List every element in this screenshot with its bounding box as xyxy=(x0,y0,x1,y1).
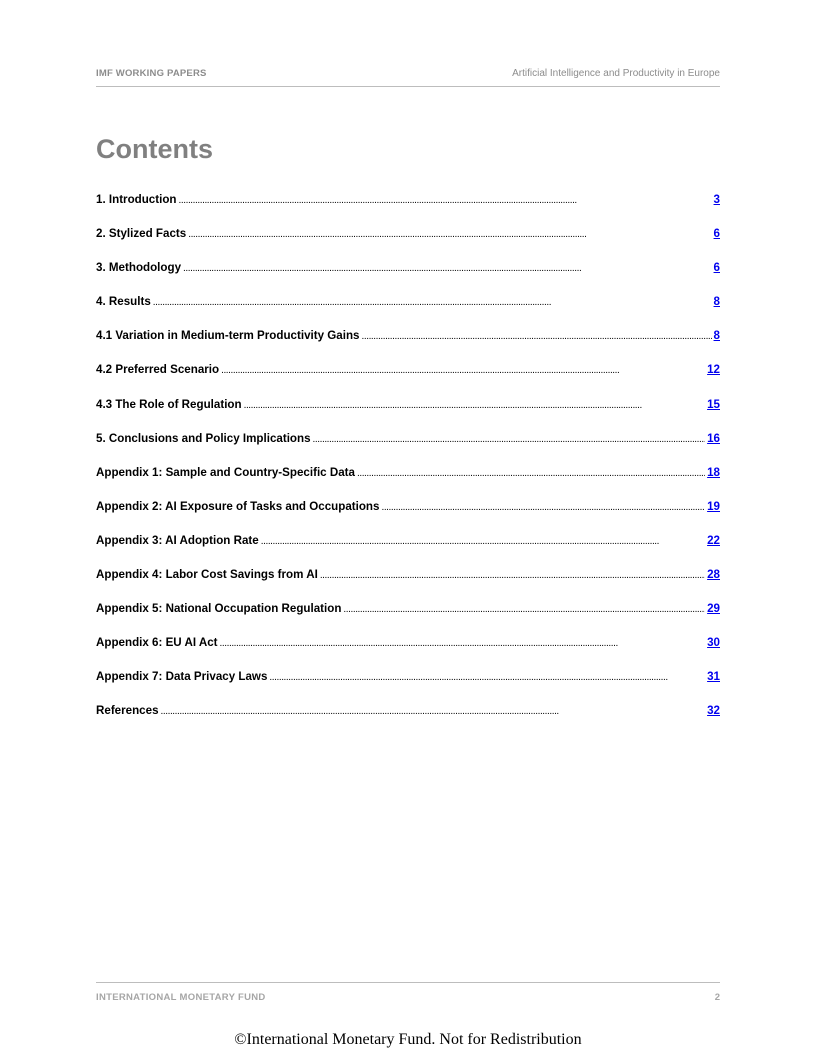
footer-organization: INTERNATIONAL MONETARY FUND xyxy=(96,992,266,1003)
toc-entry[interactable] xyxy=(96,602,720,636)
toc-dot-leader xyxy=(381,502,705,513)
toc-page-link[interactable]: 28 xyxy=(707,568,720,582)
toc-entry[interactable] xyxy=(96,363,720,397)
toc-entry[interactable] xyxy=(96,466,720,500)
toc-entry[interactable] xyxy=(96,398,720,432)
toc-dot-leader xyxy=(357,468,705,479)
toc-page-link[interactable]: 30 xyxy=(707,636,720,650)
toc-entry[interactable] xyxy=(96,534,720,568)
toc-dot-leader xyxy=(313,434,706,445)
toc-entry-label: 4.3 The Role of Regulation xyxy=(96,397,242,411)
toc-dot-leader xyxy=(221,365,705,376)
toc-entry[interactable] xyxy=(96,704,720,738)
toc-dot-leader xyxy=(188,229,711,240)
toc-entry-label: 4.2 Preferred Scenario xyxy=(96,363,220,377)
toc-entry-label: References xyxy=(96,704,159,718)
toc-entry-label: Appendix 7: Data Privacy Laws xyxy=(96,670,268,684)
toc-entry[interactable] xyxy=(96,193,720,227)
toc-entry-label: Appendix 6: EU AI Act xyxy=(96,636,218,650)
toc-dot-leader xyxy=(161,706,706,717)
toc-dot-leader xyxy=(179,195,712,206)
toc-page-link[interactable]: 8 xyxy=(713,329,720,343)
page-footer xyxy=(96,982,720,1005)
toc-entry[interactable] xyxy=(96,227,720,261)
toc-entry-label: 4. Results xyxy=(96,295,151,309)
toc-entry-label: 5. Conclusions and Policy Implications xyxy=(96,431,311,445)
toc-page-link[interactable]: 3 xyxy=(713,193,720,206)
toc-entry[interactable] xyxy=(96,568,720,602)
toc-entry-label: 2. Stylized Facts xyxy=(96,227,187,241)
toc-entry-label: 3. Methodology xyxy=(96,261,182,275)
toc-entry-label: Appendix 2: AI Exposure of Tasks and Occupations xyxy=(96,499,380,513)
toc-page-link[interactable]: 22 xyxy=(707,533,720,547)
toc-page-link[interactable]: 19 xyxy=(707,499,720,513)
toc-entry[interactable] xyxy=(96,670,720,704)
toc-page-link[interactable]: 32 xyxy=(707,704,720,718)
toc-entry[interactable] xyxy=(96,500,720,534)
toc-dot-leader xyxy=(261,536,705,547)
toc-page-link[interactable]: 29 xyxy=(707,602,720,616)
toc-page-link[interactable]: 31 xyxy=(707,670,720,684)
toc-page-link[interactable]: 12 xyxy=(707,363,720,377)
toc-dot-leader xyxy=(153,297,712,308)
toc-page-link[interactable]: 8 xyxy=(713,295,720,309)
page-number: 2 xyxy=(714,992,720,1003)
table-of-contents xyxy=(96,193,720,739)
toc-entry-label: Appendix 1: Sample and Country-Specific Data xyxy=(96,465,355,479)
copyright-notice: ©International Monetary Fund. Not for Redistribution xyxy=(234,1031,582,1048)
toc-page-link[interactable]: 16 xyxy=(707,431,720,445)
toc-dot-leader xyxy=(343,604,705,615)
toc-entry[interactable] xyxy=(96,329,720,363)
toc-dot-leader xyxy=(244,400,706,411)
toc-entry-label: Appendix 4: Labor Cost Savings from AI xyxy=(96,568,318,582)
toc-page-link[interactable]: 6 xyxy=(713,261,720,275)
toc-entry-label: Appendix 3: AI Adoption Rate xyxy=(96,533,259,547)
toc-entry[interactable] xyxy=(96,261,720,295)
toc-entry-label: 1. Introduction xyxy=(96,193,177,206)
toc-dot-leader xyxy=(362,331,712,342)
toc-dot-leader xyxy=(183,263,712,274)
toc-dot-leader xyxy=(220,638,706,649)
toc-entry-label: 4.1 Variation in Medium-term Productivity Gains xyxy=(96,329,360,343)
page-title: Contents xyxy=(96,134,213,164)
toc-page-link[interactable]: 15 xyxy=(707,397,720,411)
toc-entry[interactable] xyxy=(96,295,720,329)
toc-entry[interactable] xyxy=(96,636,720,670)
header-series-title: IMF WORKING PAPERS xyxy=(96,68,207,79)
header-paper-title: Artificial Intelligence and Productivity in Europe xyxy=(512,68,720,79)
toc-page-link[interactable]: 6 xyxy=(713,227,720,241)
page-header xyxy=(96,66,720,87)
toc-entry[interactable] xyxy=(96,432,720,466)
toc-dot-leader xyxy=(320,570,705,581)
toc-entry-label: Appendix 5: National Occupation Regulation xyxy=(96,602,342,616)
toc-page-link[interactable]: 18 xyxy=(707,465,720,479)
toc-dot-leader xyxy=(269,672,705,683)
